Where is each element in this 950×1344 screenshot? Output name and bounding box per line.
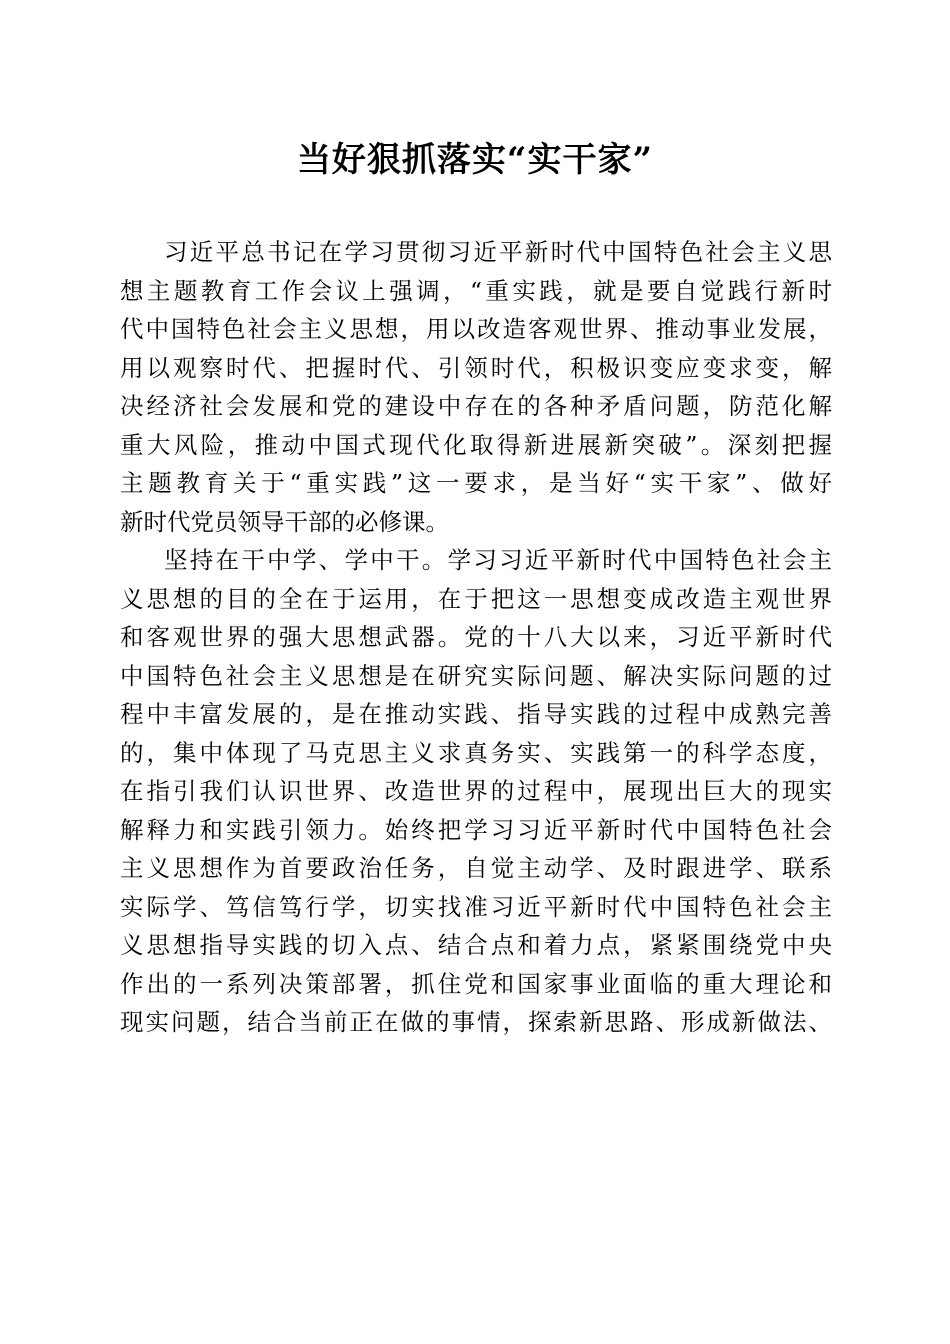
paragraph [120, 233, 832, 541]
paragraph-line: 现实问题，结合当前正在做的事情，探索新思路、形成新做法、 [120, 1008, 832, 1036]
paragraph-line: 用以观察时代、把握时代、引领时代，积极识变应变求变，解 [120, 353, 832, 382]
paragraph-line: 想主题教育工作会议上强调，“重实践，就是要自觉践行新时 [120, 276, 832, 305]
paragraph-line: 和客观世界的强大思想武器。党的十八大以来，习近平新时代 [120, 623, 832, 651]
paragraph-line: 义思想指导实践的切入点、结合点和着力点，紧紧围绕党中央 [120, 931, 832, 959]
paragraph-line: 的，集中体现了马克思主义求真务实、实践第一的科学态度， [120, 738, 832, 767]
paragraph-line: 实际学、笃信笃行学，切实找准习近平新时代中国特色社会主 [120, 892, 832, 921]
paragraph-line: 决经济社会发展和党的建设中存在的各种矛盾问题，防范化解 [120, 392, 832, 420]
document-title: 当好狠抓落实“实干家” [296, 140, 654, 180]
paragraph-line: 习近平总书记在学习贯彻习近平新时代中国特色社会主义思 [164, 238, 832, 266]
paragraph-line: 在指引我们认识世界、改造世界的过程中，展现出巨大的现实 [120, 777, 832, 805]
paragraph-line: 作出的一系列决策部署，抓住党和国家事业面临的重大理论和 [120, 969, 832, 998]
paragraph-line: 主题教育关于“重实践”这一要求，是当好“实干家”、做好 [120, 469, 832, 497]
paragraph-line: 程中丰富发展的，是在推动实践、指导实践的过程中成熟完善 [120, 700, 832, 728]
paragraph-line: 坚持在干中学、学中干。学习习近平新时代中国特色社会主 [164, 546, 832, 574]
paragraph-line: 重大风险，推动中国式现代化取得新进展新突破”。深刻把握 [120, 430, 832, 459]
paragraph-line: 中国特色社会主义思想是在研究实际问题、解决实际问题的过 [120, 661, 832, 690]
paragraph-line: 新时代党员领导干部的必修课。 [120, 507, 449, 536]
paragraph-line: 义思想的目的全在于运用，在于把这一思想变成改造主观世界 [120, 584, 832, 613]
paragraph [120, 541, 832, 1042]
paragraph-line: 解释力和实践引领力。始终把学习习近平新时代中国特色社会 [120, 815, 832, 844]
document-body [120, 233, 832, 1042]
paragraph-line: 代中国特色社会主义思想，用以改造客观世界、推动事业发展， [120, 315, 832, 343]
paragraph-line: 主义思想作为首要政治任务，自觉主动学、及时跟进学、联系 [120, 854, 832, 882]
